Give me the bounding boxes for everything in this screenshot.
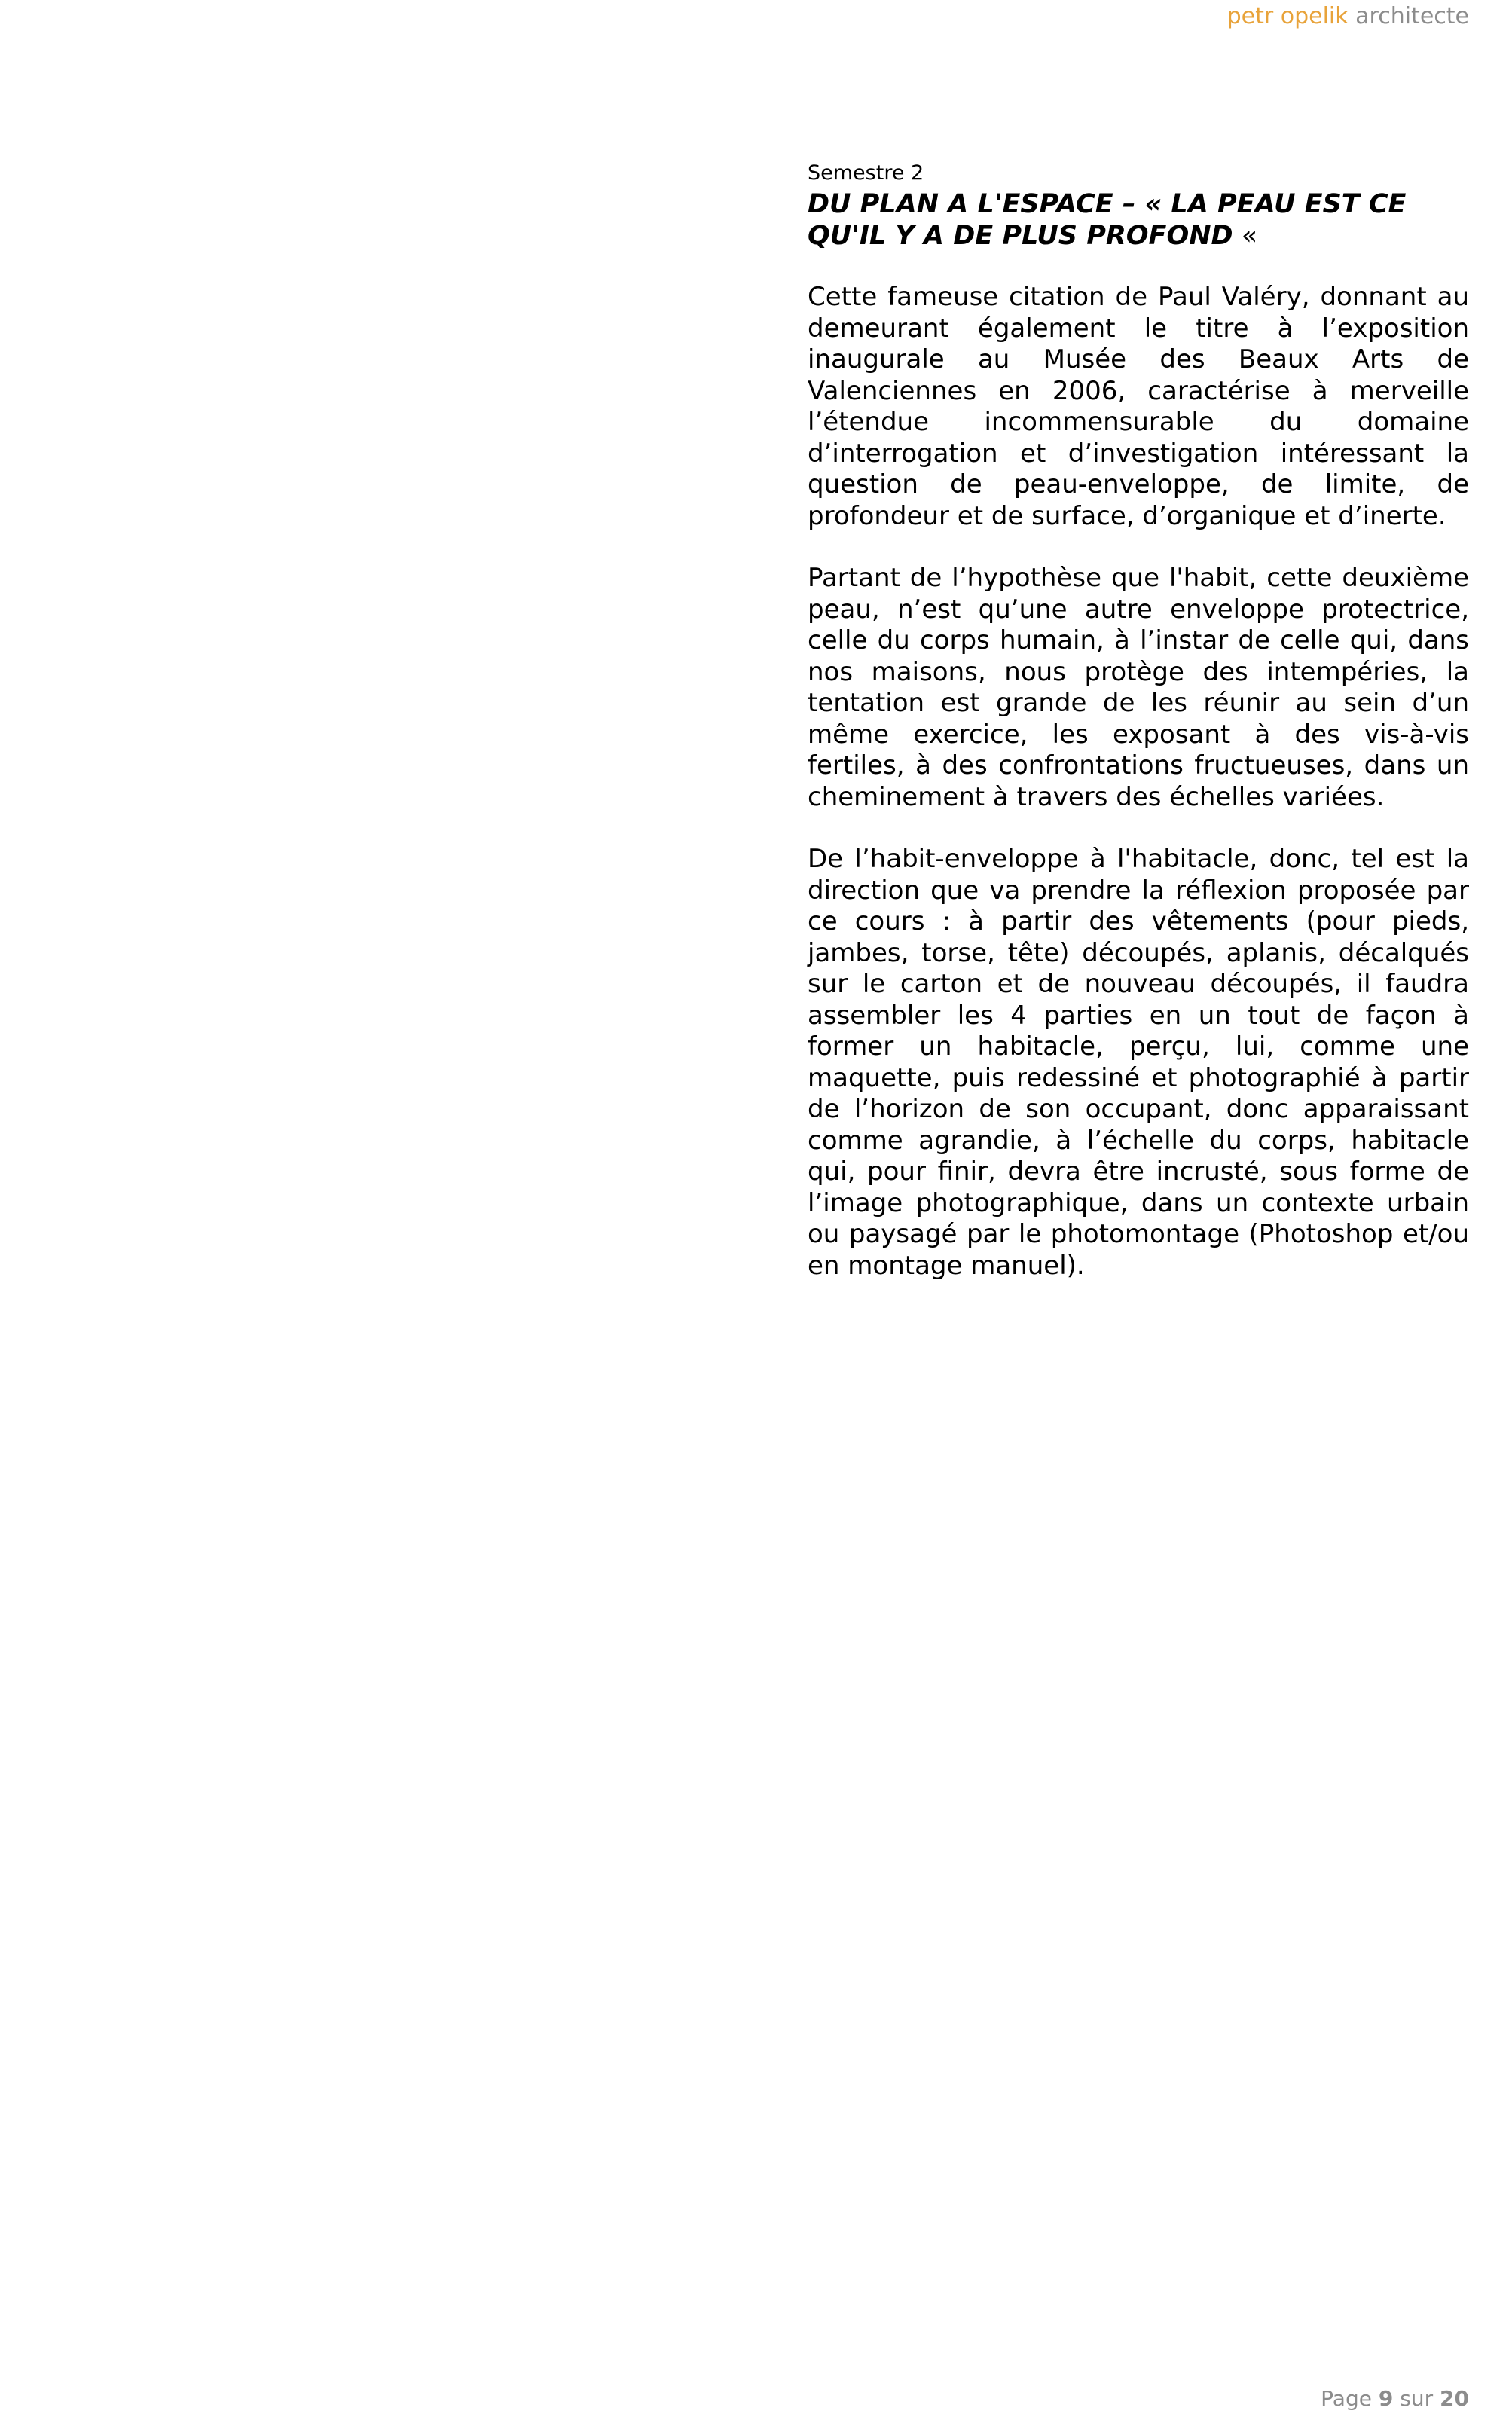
page-current: 9: [1378, 2386, 1394, 2411]
header-brand: petr opelik: [1226, 3, 1349, 29]
paragraph-1: Cette fameuse citation de Paul Valéry, donnant au demeurant également le titre à l’exposition inaugurale au Musée des Beaux Arts de Valenciennes en 2006, caractérise à merveille l’étendue incommensurable du domaine d’interrogation et d’investigation intéressant la question de peau-enveloppe, de limite, de profondeur et de surface, d’organique et d’inerte.: [808, 282, 1469, 531]
page-label: Page: [1321, 2386, 1372, 2411]
section-title: [808, 188, 1469, 252]
page-header: [1227, 2, 1469, 32]
paragraph-2: Partant de l’hypothèse que l'habit, cette deuxième peau, n’est qu’une autre enveloppe protectrice, celle du corps humain, à l’instar de celle qui, dans nos maisons, nous protège des intempéries, la tentation est grande de les réunir au sein d’un même exercice, les exposant à des vis-à-vis fertiles, à des confrontations fructueuses, dans un cheminement à travers des échelles variées.: [808, 563, 1469, 812]
sur-label: sur: [1400, 2386, 1434, 2411]
paragraph-3: De l’habit-enveloppe à l'habitacle, donc, tel est la direction que va prendre la réflexion proposée par ce cours : à partir des vêtements (pour pieds, jambes, torse, tête) découpés, aplanis, décalqués sur le carton et de nouveau découpés, il faudra assembler les 4 parties en un tout de façon à former un habitacle, perçu, lui, comme une maquette, puis redessiné et photographié à partir de l’horizon de son occupant, donc apparaissant comme agrandie, à l’échelle du corps, habitacle qui, pour finir, devra être incrusté, sous forme de l’image photographique, dans un contexte urbain ou paysagé par le photomontage (Photoshop et/ou en montage manuel).: [808, 844, 1469, 1281]
section-title-main: DU PLAN A L'ESPACE – « LA PEAU EST CE QU'IL Y A DE PLUS PROFOND: [808, 189, 1407, 251]
section-title-tail: «: [1233, 221, 1258, 251]
header-role: architecte: [1355, 3, 1469, 29]
page-footer: [1321, 2385, 1469, 2412]
page-total: 20: [1440, 2386, 1469, 2411]
semester-label: Semestre 2: [808, 161, 924, 185]
document-body: [808, 158, 1469, 1312]
